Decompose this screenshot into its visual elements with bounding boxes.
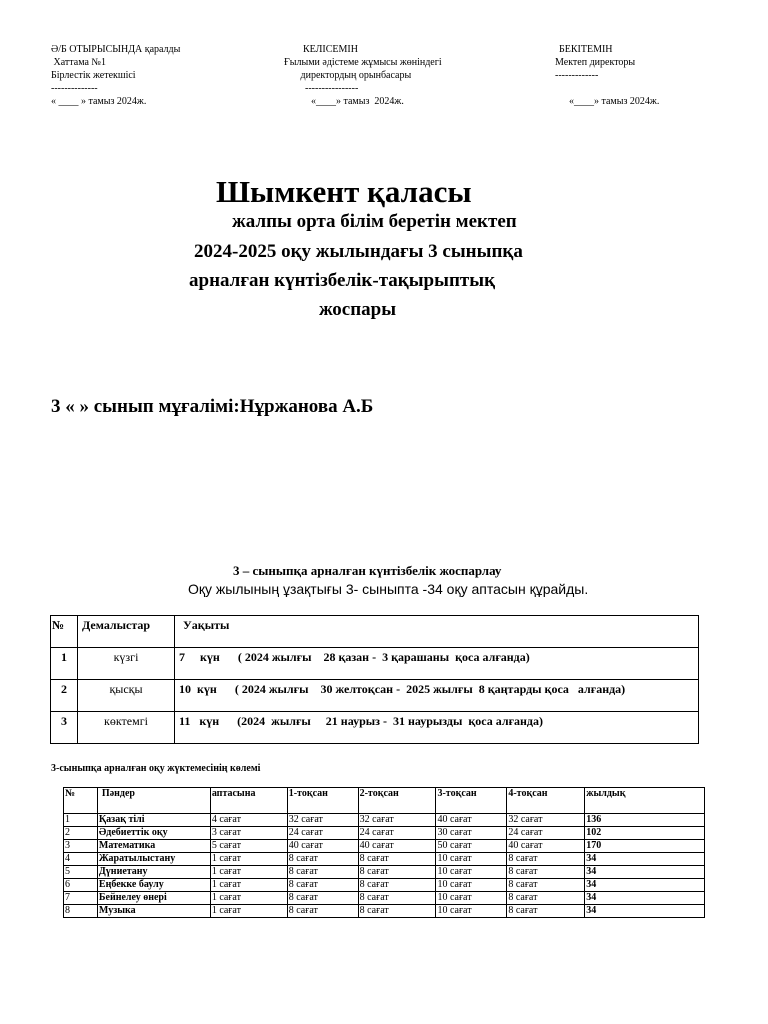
header-left-block — [51, 43, 180, 108]
load-cell-q2: 8 сағат — [358, 892, 436, 905]
load-cell-q2: 40 сағат — [358, 840, 436, 853]
load-cell-q4: 24 сағат — [507, 827, 585, 840]
load-cell-q1: 32 сағат — [287, 814, 358, 827]
table-row — [64, 827, 705, 840]
load-cell-year: 136 — [585, 814, 705, 827]
load-header-q2: 2-тоқсан — [358, 788, 436, 814]
load-cell-num: 2 — [64, 827, 98, 840]
table-row — [51, 712, 699, 744]
load-cell-week: 1 сағат — [210, 853, 287, 866]
load-cell-q4: 8 сағат — [507, 892, 585, 905]
load-cell-year: 170 — [585, 840, 705, 853]
header-right-line4: «____» тамыз 2024ж. — [569, 96, 660, 107]
header-center-line4: ---------------- — [305, 83, 359, 94]
header-left-line5: « ____ » тамыз 2024ж. — [51, 96, 147, 107]
header-center-block — [284, 43, 442, 108]
holiday-name: қысқы — [78, 680, 175, 712]
holiday-num: 2 — [51, 680, 78, 712]
load-cell-q1: 8 сағат — [287, 892, 358, 905]
load-cell-q4: 8 сағат — [507, 905, 585, 918]
header-center-line1: КЕЛІСЕМІН — [303, 44, 358, 55]
load-cell-subject: Дүниетану — [97, 866, 210, 879]
load-cell-q1: 8 сағат — [287, 879, 358, 892]
load-cell-subject: Музыка — [97, 905, 210, 918]
load-cell-year: 34 — [585, 905, 705, 918]
holiday-name: күзгі — [78, 648, 175, 680]
load-cell-subject: Қазақ тілі — [97, 814, 210, 827]
load-cell-q2: 24 сағат — [358, 827, 436, 840]
load-table — [63, 787, 705, 918]
table-row — [64, 892, 705, 905]
table-row — [64, 840, 705, 853]
load-cell-week: 1 сағат — [210, 892, 287, 905]
load-header-q3: 3-тоқсан — [436, 788, 507, 814]
load-cell-week: 1 сағат — [210, 879, 287, 892]
load-cell-subject: Математика — [97, 840, 210, 853]
load-cell-q2: 8 сағат — [358, 879, 436, 892]
load-header-year: жылдық — [585, 788, 705, 814]
header-center-line5: «____» тамыз 2024ж. — [311, 96, 404, 107]
load-cell-q3: 40 сағат — [436, 814, 507, 827]
load-section-title: 3-сыныпқа арналған оқу жүктемесінің көлемі — [51, 763, 261, 774]
title-city: Шымкент қаласы — [216, 174, 472, 209]
table-row — [51, 648, 699, 680]
holidays-section-title: 3 – сыныпқа арналған күнтізбелік жоспарлау — [233, 563, 502, 578]
holidays-header-name: Демалыстар — [78, 616, 175, 648]
load-cell-year: 34 — [585, 879, 705, 892]
header-right-block — [555, 43, 659, 108]
load-header-week: аптасына — [210, 788, 287, 814]
table-row — [64, 814, 705, 827]
holiday-num: 3 — [51, 712, 78, 744]
header-center-line2: Ғылыми әдістеме жұмысы жөніндегі — [284, 57, 442, 68]
load-cell-q3: 10 сағат — [436, 853, 507, 866]
load-cell-week: 3 сағат — [210, 827, 287, 840]
load-cell-q4: 8 сағат — [507, 866, 585, 879]
load-cell-q2: 8 сағат — [358, 853, 436, 866]
holiday-num: 1 — [51, 648, 78, 680]
title-line3: арналған күнтізбелік-тақырыптық — [189, 270, 496, 291]
load-cell-q1: 24 сағат — [287, 827, 358, 840]
table-row — [64, 853, 705, 866]
load-table-header — [64, 788, 705, 814]
holiday-time: 11 күн (2024 жылғы 21 наурыз - 31 наурызды қоса алғанда) — [175, 712, 699, 744]
header-right-line1: БЕКІТЕМІН — [559, 44, 613, 55]
header-left-line2: Хаттама №1 — [51, 57, 106, 68]
load-cell-year: 34 — [585, 853, 705, 866]
load-cell-q3: 10 сағат — [436, 866, 507, 879]
load-cell-q1: 40 сағат — [287, 840, 358, 853]
load-cell-q1: 8 сағат — [287, 866, 358, 879]
header-left-line3: Бірлестік жетекшісі — [51, 70, 136, 81]
load-cell-year: 34 — [585, 866, 705, 879]
holiday-time: 10 күн ( 2024 жылғы 30 желтоқсан - 2025 жылғы 8 қаңтарды қоса алғанда) — [175, 680, 699, 712]
load-cell-num: 7 — [64, 892, 98, 905]
holidays-header-time: Уақыты — [175, 616, 699, 648]
load-cell-q1: 8 сағат — [287, 905, 358, 918]
load-cell-q2: 32 сағат — [358, 814, 436, 827]
load-cell-year: 102 — [585, 827, 705, 840]
load-cell-num: 5 — [64, 866, 98, 879]
load-header-subject: Пәндер — [97, 788, 210, 814]
load-cell-num: 6 — [64, 879, 98, 892]
load-cell-subject: Бейнелеу өнері — [97, 892, 210, 905]
load-cell-week: 5 сағат — [210, 840, 287, 853]
header-left-line4: -------------- — [51, 83, 98, 94]
load-cell-q3: 30 сағат — [436, 827, 507, 840]
header-left-line1: Ә/Б ОТЫРЫСЫНДА қаралды — [51, 44, 181, 55]
load-cell-q2: 8 сағат — [358, 866, 436, 879]
load-cell-q4: 8 сағат — [507, 879, 585, 892]
load-cell-q3: 10 сағат — [436, 879, 507, 892]
load-cell-num: 4 — [64, 853, 98, 866]
holiday-name: көктемгі — [78, 712, 175, 744]
load-cell-year: 34 — [585, 892, 705, 905]
holidays-table-header — [51, 616, 699, 648]
holiday-time: 7 күн ( 2024 жылғы 28 қазан - 3 қарашаны қоса алғанда) — [175, 648, 699, 680]
load-cell-q2: 8 сағат — [358, 905, 436, 918]
load-cell-subject: Жаратылыстану — [97, 853, 210, 866]
load-cell-q3: 10 сағат — [436, 892, 507, 905]
title-line1: жалпы орта білім беретін мектеп — [232, 211, 517, 232]
holidays-table — [50, 615, 699, 744]
load-header-num: № — [64, 788, 98, 814]
load-cell-subject: Еңбекке баулу — [97, 879, 210, 892]
load-cell-subject: Әдебиеттік оқу — [97, 827, 210, 840]
title-line4: жоспары — [319, 299, 397, 320]
load-cell-q3: 10 сағат — [436, 905, 507, 918]
header-right-line2: Мектеп директоры — [555, 57, 636, 68]
load-cell-week: 1 сағат — [210, 866, 287, 879]
load-cell-week: 4 сағат — [210, 814, 287, 827]
load-cell-num: 8 — [64, 905, 98, 918]
load-cell-q4: 32 сағат — [507, 814, 585, 827]
holidays-header-num: № — [51, 616, 78, 648]
load-cell-q3: 50 сағат — [436, 840, 507, 853]
title-line2: 2024-2025 оқу жылындағы 3 сыныпқа — [194, 241, 523, 262]
load-cell-num: 3 — [64, 840, 98, 853]
header-right-line3: ------------- — [555, 70, 599, 81]
load-cell-q4: 40 сағат — [507, 840, 585, 853]
holidays-section-subtitle: Оқу жылының ұзақтығы 3- сыныпта -34 оқу аптасын құрайды. — [188, 581, 589, 597]
table-row — [51, 680, 699, 712]
teacher-line: 3 « » сынып мұғалімі:Нұржанова А.Б — [51, 396, 374, 417]
load-cell-num: 1 — [64, 814, 98, 827]
table-row — [64, 866, 705, 879]
load-cell-q4: 8 сағат — [507, 853, 585, 866]
load-cell-q1: 8 сағат — [287, 853, 358, 866]
load-cell-week: 1 сағат — [210, 905, 287, 918]
load-header-q4: 4-тоқсан — [507, 788, 585, 814]
header-center-line3: директордың орынбасары — [298, 70, 412, 81]
table-row — [64, 905, 705, 918]
table-row — [64, 879, 705, 892]
load-header-q1: 1-тоқсан — [287, 788, 358, 814]
